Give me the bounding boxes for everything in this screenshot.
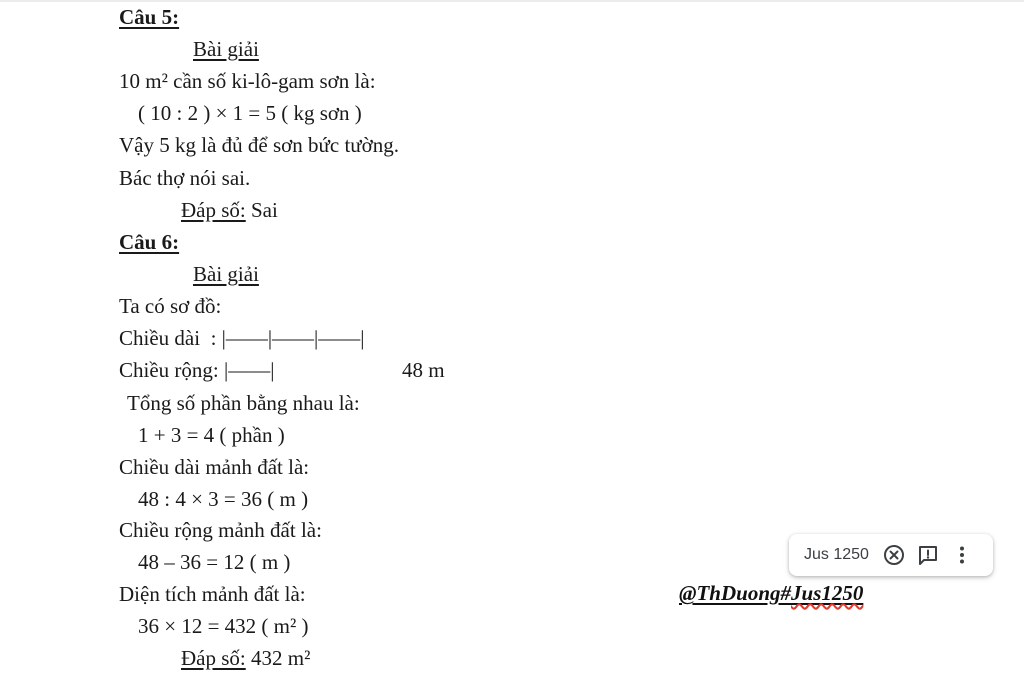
question-5-solution-title: Bài giải	[193, 37, 259, 61]
watermark-prefix: @ThDuong#	[679, 581, 792, 605]
question-6-heading: Câu 6:	[119, 230, 180, 254]
q5-line-3: Vậy 5 kg là đủ để sơn bức tường.	[119, 133, 400, 157]
q6-diagram-length-row: Chiều dài : |——|——|——|	[119, 326, 365, 350]
q5-answer-value: Sai	[245, 198, 278, 222]
q6-calc-length: 48 : 4 × 3 = 36 ( m )	[138, 487, 309, 511]
author-watermark	[679, 581, 863, 605]
q6-calc-parts: 1 + 3 = 4 ( phần )	[138, 423, 285, 447]
q6-calc-width: 48 – 36 = 12 ( m )	[138, 550, 291, 574]
q6-line-length: Chiều dài mảnh đất là:	[119, 455, 310, 479]
user-chip[interactable]	[789, 534, 993, 576]
question-5-heading: Câu 5:	[119, 5, 180, 29]
q6-calc-area: 36 × 12 = 432 ( m² )	[138, 614, 309, 638]
question-6-solution-title: Bài giải	[193, 262, 259, 286]
q6-answer-label: Đáp số:	[181, 646, 246, 670]
q5-answer-label: Đáp số:	[181, 198, 246, 222]
q6-answer-value: 432 m²	[245, 646, 311, 670]
q6-diagram-width-row: Chiều rộng: |——|	[119, 358, 275, 382]
user-chip-label: Jus 1250	[804, 546, 869, 563]
q6-diagram-total-label: 48 m	[402, 358, 445, 382]
q5-line-1: 10 m² cần số ki-lô-gam sơn là:	[119, 69, 376, 93]
more-vert-icon[interactable]	[951, 544, 973, 566]
report-icon[interactable]	[917, 544, 939, 566]
q5-calc: ( 10 : 2 ) × 1 = 5 ( kg sơn )	[138, 101, 362, 125]
watermark-spellchecked-word[interactable]: Jus1250	[791, 581, 864, 605]
q6-line-area: Diện tích mảnh đất là:	[119, 582, 306, 606]
q5-answer	[181, 198, 278, 222]
q5-line-4: Bác thợ nói sai.	[119, 166, 251, 190]
q6-line-parts: Tổng số phần bằng nhau là:	[127, 391, 360, 415]
close-circle-icon[interactable]	[883, 544, 905, 566]
q6-answer	[181, 646, 310, 670]
q6-line-width: Chiều rộng mảnh đất là:	[119, 518, 322, 542]
q6-diagram-intro: Ta có sơ đồ:	[119, 294, 222, 318]
